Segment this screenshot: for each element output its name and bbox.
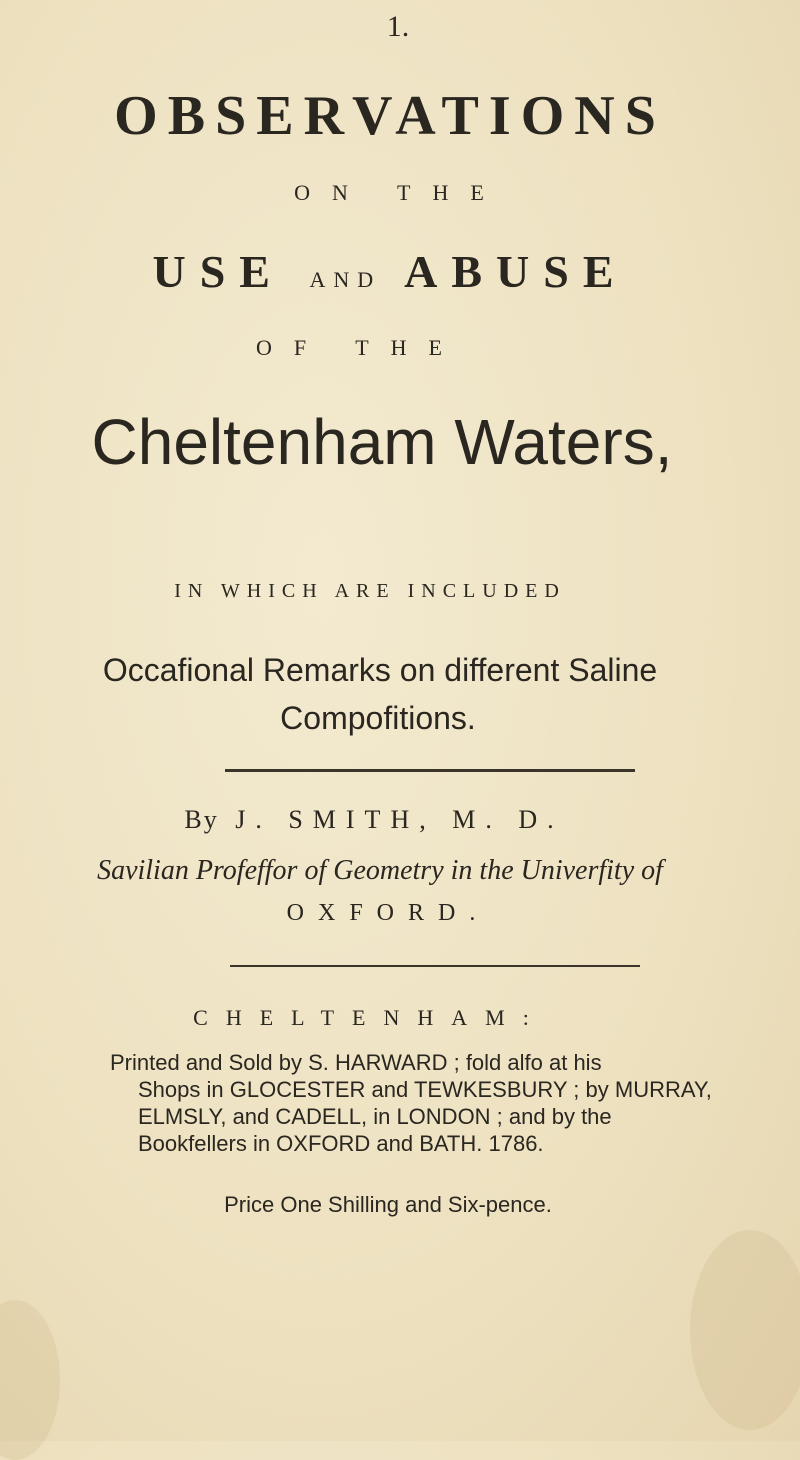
- paper-stain: [0, 1300, 60, 1460]
- price-line: Price One Shilling and Six-pence.: [224, 1192, 552, 1217]
- use-word: USE: [152, 246, 284, 297]
- divider-rule: [225, 769, 635, 772]
- included-line: IN WHICH ARE INCLUDED: [174, 580, 566, 602]
- use-and-abuse-line: [0, 245, 790, 298]
- author-name: J. SMITH, M. D.: [235, 805, 564, 834]
- paper-stain: [690, 1230, 800, 1430]
- university-place: OXFORD.: [286, 900, 490, 926]
- page-number: 1.: [386, 10, 410, 43]
- remarks-line-1: Occafional Remarks on different Saline: [102, 652, 658, 688]
- imprint-line: Shops in GLOCESTER and TEWKESBURY ; by MURRAY,: [138, 1077, 712, 1102]
- of-the-line: OF THE: [256, 335, 464, 360]
- imprint-line: Bookfellers in OXFORD and BATH. 1786.: [138, 1131, 544, 1156]
- divider-rule: [230, 965, 640, 967]
- on-the-line: ON THE: [294, 180, 506, 205]
- subject-title: Cheltenham Waters,: [91, 406, 673, 478]
- by-word: By: [184, 805, 219, 834]
- and-word: AND: [309, 267, 382, 292]
- imprint-place: CHELTENHAM:: [193, 1005, 547, 1030]
- remarks-line-2: Compofitions.: [280, 700, 476, 736]
- author-byline: [0, 805, 774, 835]
- author-title: Savilian Profeffor of Geometry in the Univerfity of: [97, 855, 663, 886]
- main-title: OBSERVATIONS: [114, 85, 666, 147]
- imprint-line: ELMSLY, and CADELL, in LONDON ; and by the: [138, 1104, 612, 1129]
- imprint-line: Printed and Sold by S. HARWARD ; fold alfo at his: [110, 1050, 602, 1075]
- abuse-word: ABUSE: [404, 246, 628, 297]
